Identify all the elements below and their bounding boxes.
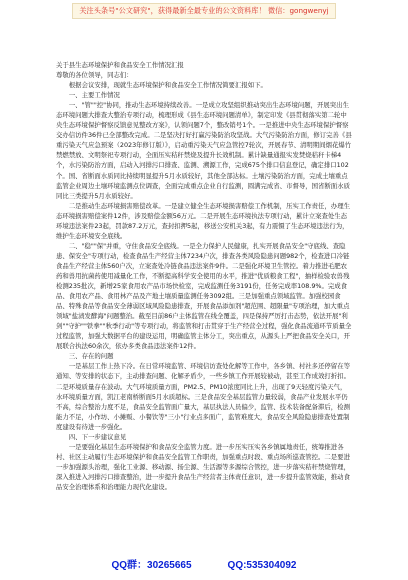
banner-text: 关注头条号"公文研究"，获得最新全最专业的公文资料库！ 微信：gongwenyj [72,3,335,19]
section-heading-1: 一、主要工作情况 [68,91,120,100]
qq-group-text: QQ群：30265665 [111,560,192,571]
section-heading-4: 四、下一步建议意见 [68,432,127,441]
document-title: 关于县生态环境保护和食品安全工作情况汇报 [56,61,184,69]
top-banner [0,0,408,22]
intro-paragraph: 根据会议安排，现就生态环境保护和食品安全工作情况简要汇报如下。 [68,81,267,90]
footer-contact [0,558,408,574]
paragraph: 一是基层工作上热下冷。在日常环境监管、环境信访查处化解等工作中，各乡镇、村社多还停留在等通知、等安排的状态下，主动排查问题、化解矛盾少，一些乡镇工作开展较被动，甚至工作成效打折扣。二是环境质量存在波动。大气环境质量方面，PM2.5、PM10浓度同比上升，出现了9天轻度污染天气，水环境质量方面，凯江老南桥断面5月水质超标。三是食品安全基层监管力量较弱，食品产业发展水平仍不高，综合整治力度不足，食品安全监管面广量大，基层执法人员偏少，监管、技术装备配备滞后，检测能力不足，小作坊、小摊贩、小餐饮等"三小"行业点多面广，监管难度大，食品安全风险隐患排查处置制度建设有待进一步强化。 [56,362,350,431]
salutation: 尊敬的各位领导，同志们： [56,71,133,80]
paragraph: 二是推动生态环境损害赔偿改革。一是建立健全生态环境损害赔偿工作机制，压实工作责任，办理生态环境损害赔偿案件12件，涉及赔偿金额56万元。二是开展生态环境执法专项行动，累计立案查处生态环境违法案件23起，罚款87.2万元，查封扣押5起，移送公安机关3起，有力震慑了生态环境违法行为，维护生态环境安全底线。 [56,201,350,240]
document-body [56,60,352,550]
paragraph: 二、"稳""保"并重，守住食品安全底线。一是全力保护人民健康，扎实开展食品安全"守底线、查隐患、保安全"专项行动，检查食品生产经营主体7234户次，排查各类风险隐患问题982个，检查进口冷链食品生产经营主体560户次，立案查处冷链食品违法案件9件。二是强化环境卫生管控。着力推进毛肥农药和兽用抗菌药使用减量化工作，不断提高科学安全使用的水平，推进"优质粮食工程"，抽样检验农兽残检测235批次，新增25家食用农产品市场快检室，完成监测任务3191份，任务完成率108.9%。完成食品、食用农产品、食用林产品及产地土壤质量监测任务3092组。三是加强重点领域监管。加强校园食品、特殊食品等食品安全薄弱区域风险隐患排查，开展食品添加剂"超范围、超限量"专项治理，加大重点领域"盐渍发酵海"问题整治。截至目前86户主体监管在线全覆盖，四是保持严厉打击态势，依法开展"利剑""守护""铁拳""秋季行动"等专项行动，将监管和打击贯穿于生产经营全过程，强化食品流通环节质量全过程监管，加强大数据平台的建设运用，明确监管主体分工，突出重点，从源头上严把食品安全关口，开展联合执法60余次，依办多类食品违法案件12件。 [56,241,352,351]
paragraph: 一、"管""控"协同，推动生态环境持续改善。一是成立攻坚组织推动突出生态环境问题，开展突出生态环境问题大排查大整治专项行动，梳理形成《县生态环境问题清单》，制定印发《县贯彻落实第二轮中央生态环境保护督察反馈意见整改方案》，认领问题7个，整改销号1个。一是推进中央生态环境保护督察交办信访件36件已全部整改完成。二是坚决打好打赢污染防治攻坚战。大气污染防治方面，修订完善《县重污染天气应急预案（2023年修订版）》，启动重污染天气应急管控7轮次，开展春节、清明期间烟花爆竹禁燃禁放、文明祭祀专项行动，全面压实秸秆禁烧及提升长效机制。累计缺量通报实发焚烧秸秆卡梯4个，水污染防治方面，启动入河排污口排查、监测、溯源工作，完成675个排口信息登记，确定排口102个。国、省断面水质同比持续明显提升5月水质较好，其他全部达标。土壤污染防治方面，完成土壤重点监管企业周边土壤环境监测点位调查，全面完成重点企业自行监测，圆满完成省、市督导，国省断面水质同比三类提升5月水质较好。 [56,101,352,200]
paragraph: 一是要强化基层生态环境保护和食品安全监管力度。进一步压实压实各乡镇属地责任，统筹推进各村、社区主动履行生态环境保护和食品安全监管工作职责，加强重点时段、重点场所巡查管控。二是要进一步加强源头治理，强化工业源、移动源、扬尘源、生活源等多源综合管控，进一步落实秸秆禁烧管理，深入推进入河排污口排查整治，进一步提升食品生产经营者主体责任意识，进一步提升监管效能，推动食品安全治理体系和治理能力现代化建设。 [56,442,350,491]
section-heading-3: 三、存在的问题 [68,352,114,361]
qq-number-text: QQ:535304092 [227,560,297,571]
